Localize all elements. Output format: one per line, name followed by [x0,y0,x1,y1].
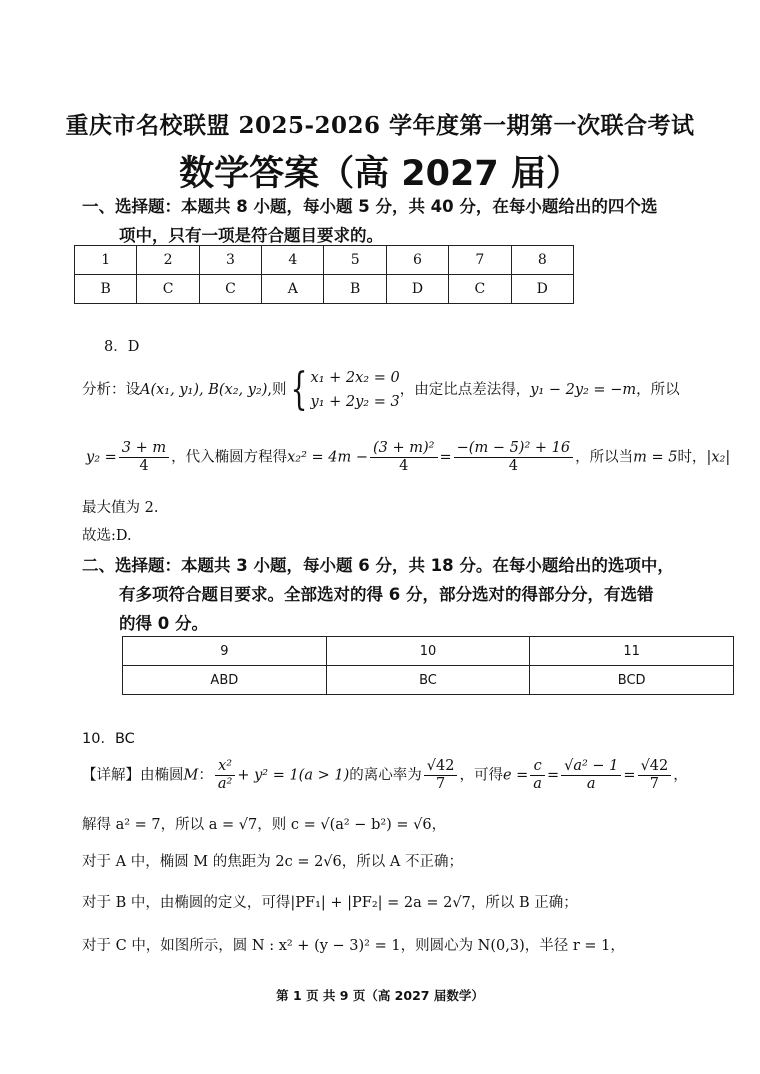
table-cell: B [324,275,386,304]
table-cell: D [386,275,448,304]
x2sq-expr: x₂² = 4m − [287,449,369,466]
equals-sign: = [439,449,452,466]
fraction-ecc-2 [638,758,672,793]
detail-prefix: 【详解】由椭圆 [82,767,184,784]
frac-den: 4 [399,458,409,474]
can-get-text: ，可得 [459,767,503,784]
frac-den: 7 [649,776,660,792]
page-footer: 第 1 页 共 9 页（高 2027 届数学） [276,988,484,1003]
substitute-text: ，代入椭圆方程得 [171,449,288,466]
section1-heading-line2: 项中，只有一项是符合题目要求的。 [119,226,383,245]
frac-num: √42 [638,758,672,776]
table-cell: 2 [137,246,199,275]
section1-answer-table [74,245,574,304]
table-row-questions [123,637,734,666]
q10-label: 10．BC [82,731,135,747]
when-end-text: 时， [677,449,707,466]
table-cell: C [199,275,261,304]
m-value: m = 5 [633,449,678,466]
ecc-text: 的离心率为 [349,767,422,784]
section2-heading [82,551,722,638]
table-cell: 8 [511,246,573,275]
frac-den: 4 [508,458,518,474]
frac-den: a [533,776,542,792]
section2-heading-line3: 的得 0 分。 [119,614,208,633]
equation-system [311,366,400,414]
ellipse-rest: + y² = 1(a > 1) [237,767,350,784]
points-expr: A(x₁, y₁), B(x₂, y₂) [140,382,268,398]
table-row-questions [75,246,574,275]
fraction-c-a [530,758,545,793]
analysis-prefix: 分析：设 [82,382,140,398]
table-cell: A [262,275,324,304]
frac-num: (3 + m)² [370,440,437,458]
when-text: ，所以当 [575,449,634,466]
frac-den: a [586,776,596,792]
table-cell: 6 [386,246,448,275]
q8-max-line: 最大值为 2. [82,500,159,516]
fraction-ecc [424,758,458,793]
system-eq1: x₁ + 2x₂ = 0 [310,370,400,386]
table-row-answers [75,275,574,304]
section2-heading-line2: 有多项符合题目要求。全部选对的得 6 分，部分选对的得部分分，有选错 [119,585,654,604]
frac-num: √42 [424,758,458,776]
frac-den: 4 [139,458,149,474]
table-cell: 7 [449,246,511,275]
table-cell: 3 [199,246,261,275]
colon: ： [198,767,213,784]
table-cell: 4 [262,246,324,275]
frac-num: √a² − 1 [561,758,621,776]
table-row-answers [123,666,734,695]
table-cell: 10 [326,637,530,666]
q10-option-c: 对于 C 中，如图所示，圆 N : x² + (y − 3)² = 1，则圆心为 N(0,3)，半径 r = 1， [82,938,625,954]
q10-detail: 【详解】由椭圆M： $\frac{\text{x²}}{\text{a²}}$ + y² = 1(a > 1)的离心率为 $\frac{√42}{7}$ ，可得e = $\frac{c}{a}$ = $\frac{\text{√a² − 1}}{a}$ = $\frac{√42}{7}$ ， [82,758,688,792]
answer-key-title: 数学答案（高 2027 届） [179,154,581,194]
q8-label: 8．D [104,339,140,355]
y2-lhs: y₂ = [86,449,117,466]
q10-option-b: 对于 B 中，由椭圆的定义，可得|PF₁| + |PF₂| = 2a = 2√7，所以 B 正确； [82,895,578,911]
section2-heading-line1: 二、选择题：本题共 3 小题，每小题 6 分，共 18 分。在每小题给出的选项中， [82,556,674,575]
table-cell: 1 [75,246,137,275]
table-cell: BC [326,666,530,695]
fraction-3 [454,440,573,475]
table-cell: B [75,275,137,304]
table-cell: 5 [324,246,386,275]
system-brace: { [290,364,307,415]
table-cell: 9 [123,637,327,666]
table-cell: C [137,275,199,304]
frac-den: a² [217,776,233,792]
fraction-2 [370,440,437,475]
table-cell: C [449,275,511,304]
abs-x2: |x₂| [706,449,731,466]
system-eq2: y₁ + 2y₂ = 3 [310,394,400,410]
section1-heading [82,192,722,250]
result1: y₁ − 2y₂ = −m [530,382,637,398]
e-eq: e = [502,767,529,784]
then-text: ,则 [267,382,287,398]
q8-derivation [86,440,731,475]
frac-den: 7 [435,776,446,792]
frac-num: 3 + m [119,440,169,458]
ellipse-m: M [183,767,199,784]
q10-solve-line: 解得 a² = 7，所以 a = √7，则 c = √(a² − b²) = √6， [82,817,447,833]
q8-analysis [82,366,682,414]
so-text: ，所以 [636,382,680,398]
fraction-y2 [119,440,169,475]
section1-heading-line1: 一、选择题：本题共 8 小题，每小题 5 分，共 40 分，在每小题给出的四个选 [82,197,658,216]
section2-answer-table [122,636,734,695]
frac-num: −(m − 5)² + 16 [454,440,573,458]
frac-num: x² [215,758,235,776]
table-cell: BCD [530,666,734,695]
method-text: ，由定比点差法得， [399,382,531,398]
q10-option-a: 对于 A 中，椭圆 M 的焦距为 2c = 2√6，所以 A 不正确； [82,854,463,870]
q8-choose-line: 故选:D. [82,528,132,544]
fraction-x2-a2 [215,758,235,793]
table-cell: ABD [123,666,327,695]
table-cell: 11 [530,637,734,666]
frac-num: c [530,758,545,776]
fraction-sqrt-a [561,758,621,793]
exam-title: 重庆市名校联盟 2025-2026 学年度第一期第一次联合考试 [65,112,695,139]
table-cell: D [511,275,573,304]
